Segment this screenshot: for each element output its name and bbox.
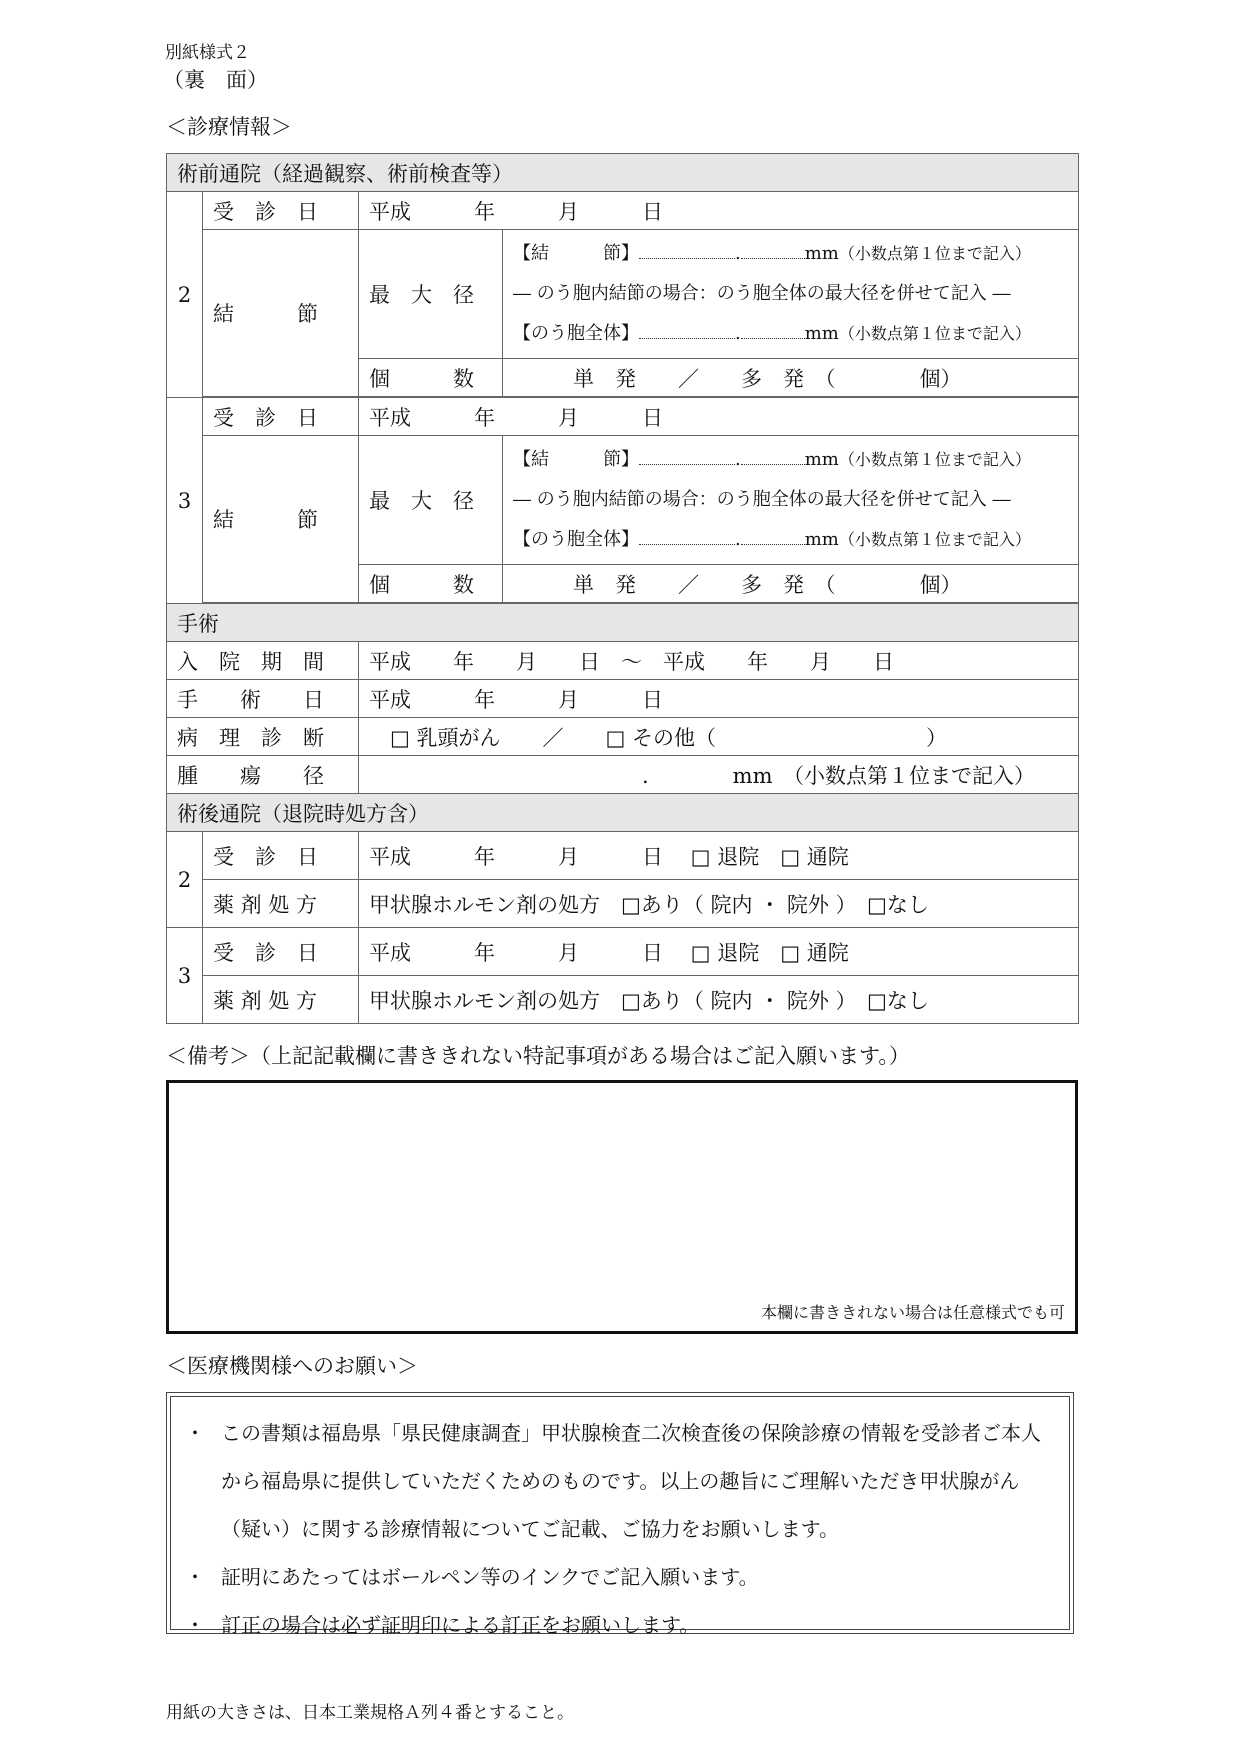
preop-date-label: 受 診 日 bbox=[203, 192, 359, 230]
postop-section-title: 術後通院（退院時処方含） bbox=[167, 794, 1079, 832]
admission-period-label: 入 院 期 間 bbox=[167, 642, 359, 680]
request-label: ＜医療機関様へのお願い＞ bbox=[166, 1354, 418, 1378]
list-item: ・ 証明にあたってはボールペン等のインクでご記入願います。 bbox=[185, 1553, 1059, 1601]
medical-info-table bbox=[166, 153, 1079, 1024]
preop-count-label: 個 数 bbox=[359, 359, 503, 397]
request-list bbox=[185, 1409, 1059, 1649]
preop-max-diameter-field[interactable]: 【結 節】 . mm（小数点第１位まで記入） ― のう胞内結節の場合：のう胞全体の最大径を併せて記入 ― 【のう胞全体】 . mm（小数点第１位まで記入） bbox=[503, 230, 1079, 359]
footer-note: 用紙の大きさは、日本工業規格Ａ列４番とすること。 bbox=[166, 1703, 574, 1723]
list-item: ・ 訂正の場合は必ず証明印による訂正をお願いします。 bbox=[185, 1601, 1059, 1649]
postop-rx-field[interactable]: 甲状腺ホルモン剤の処方 □あり（ 院内 ・ 院外 ） □なし bbox=[359, 880, 1079, 928]
tumor-size-field[interactable]: . mm （小数点第１位まで記入） bbox=[359, 756, 1079, 794]
preop-nodule-label: 結 節 bbox=[203, 436, 359, 603]
admission-period-field[interactable]: 平成 年 月 日 ～ 平成 年 月 日 bbox=[359, 642, 1079, 680]
preop-max-label: 最 大 径 bbox=[359, 436, 503, 565]
postop-visit-number: 2 bbox=[167, 832, 203, 928]
preop-max-diameter-field[interactable]: 【結 節】 . mm（小数点第１位まで記入） ― のう胞内結節の場合：のう胞全体の最大径を併せて記入 ― 【のう胞全体】 . mm（小数点第１位まで記入） bbox=[503, 436, 1079, 565]
preop-count-field[interactable]: 単 発 ／ 多 発 （ 個） bbox=[503, 565, 1079, 603]
section-title: ＜診療情報＞ bbox=[166, 115, 292, 139]
request-box bbox=[166, 1392, 1074, 1637]
bullet: ・ bbox=[185, 1565, 205, 1589]
postop-date-field[interactable]: 平成 年 月 日 □ 退院 □ 通院 bbox=[359, 832, 1079, 880]
preop-count-field[interactable]: 単 発 ／ 多 発 （ 個） bbox=[503, 359, 1079, 397]
postop-date-label: 受 診 日 bbox=[203, 928, 359, 976]
surgery-date-field[interactable]: 平成 年 月 日 bbox=[359, 680, 1079, 718]
tumor-size-label: 腫 瘍 径 bbox=[167, 756, 359, 794]
remarks-box[interactable] bbox=[166, 1080, 1078, 1334]
preop-visit-number: 2 bbox=[167, 192, 203, 398]
preop-section-title: 術前通院（経過観察、術前検査等） bbox=[167, 154, 1079, 192]
pathology-label: 病 理 診 断 bbox=[167, 718, 359, 756]
form-number: 別紙様式２ bbox=[165, 43, 250, 63]
postop-date-field[interactable]: 平成 年 月 日 □ 退院 □ 通院 bbox=[359, 928, 1079, 976]
bullet: ・ bbox=[185, 1613, 205, 1637]
preop-date-field[interactable]: 平成 年 月 日 bbox=[359, 192, 1079, 230]
preop-date-label: 受 診 日 bbox=[203, 398, 359, 436]
postop-rx-label: 薬 剤 処 方 bbox=[203, 880, 359, 928]
preop-count-label: 個 数 bbox=[359, 565, 503, 603]
remarks-note: 本欄に書ききれない場合は任意様式でも可 bbox=[760, 1303, 1065, 1322]
preop-date-field[interactable]: 平成 年 月 日 bbox=[359, 398, 1079, 436]
bullet: ・ bbox=[185, 1421, 205, 1445]
pathology-field[interactable]: □ 乳頭がん ／ □ その他（ ） bbox=[359, 718, 1079, 756]
surgery-date-label: 手 術 日 bbox=[167, 680, 359, 718]
postop-rx-field[interactable]: 甲状腺ホルモン剤の処方 □あり（ 院内 ・ 院外 ） □なし bbox=[359, 976, 1079, 1024]
remarks-label: ＜備考＞（上記記載欄に書ききれない特記事項がある場合はご記入願います。） bbox=[166, 1044, 910, 1068]
postop-visit-number: 3 bbox=[167, 928, 203, 1024]
surgery-section-title: 手術 bbox=[167, 604, 1079, 642]
list-item: ・ この書類は福島県「県民健康調査」甲状腺検査二次検査後の保険診療の情報を受診者ご本人から福島県に提供していただくためのものです。以上の趣旨にご理解いただき甲状腺がん（疑い）に関する診療情報についてご記載、ご協力をお願いします。 bbox=[185, 1409, 1059, 1553]
preop-max-label: 最 大 径 bbox=[359, 230, 503, 359]
postop-date-label: 受 診 日 bbox=[203, 832, 359, 880]
preop-nodule-label: 結 節 bbox=[203, 230, 359, 397]
preop-visit-number: 3 bbox=[167, 398, 203, 604]
postop-rx-label: 薬 剤 処 方 bbox=[203, 976, 359, 1024]
page-side-label: （裏 面） bbox=[163, 68, 268, 92]
